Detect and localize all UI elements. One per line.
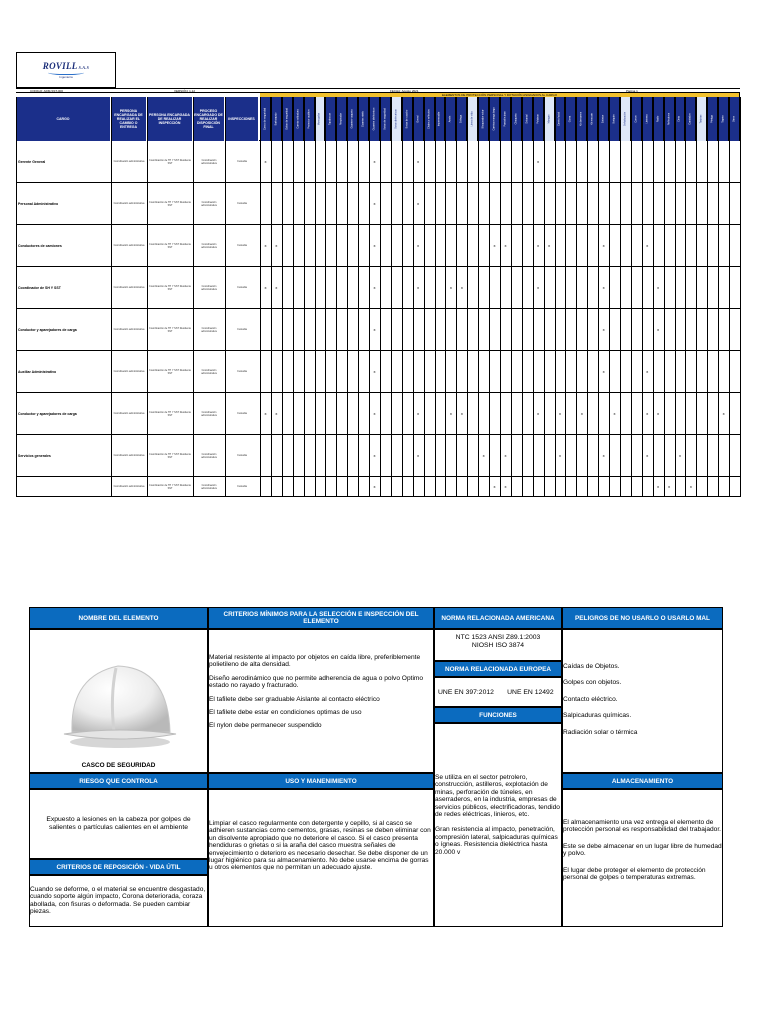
assignment-mark: x xyxy=(646,453,649,458)
grid-line xyxy=(729,97,730,497)
grid-line xyxy=(193,97,194,497)
epp-column-label: Overol xyxy=(416,115,420,123)
assignment-mark: x xyxy=(373,453,376,458)
epp-column-label: Pantalón jean xyxy=(503,111,507,127)
assignment-mark: x xyxy=(493,484,496,489)
grid-line xyxy=(522,97,523,497)
assignment-mark: x xyxy=(559,453,561,458)
epp-column-label: Botas de seguridad xyxy=(383,108,387,130)
epp-column-header xyxy=(347,97,358,141)
epp-column-header xyxy=(424,97,435,141)
assignment-mark: x xyxy=(602,243,605,248)
assignment-mark: x xyxy=(373,159,376,164)
epp-column-header xyxy=(653,97,664,141)
epp-column-label: Extintor xyxy=(601,114,605,124)
grid-line xyxy=(358,97,359,497)
epp-column-label: Guantes nitrilo xyxy=(361,110,365,128)
cell-final-disposal: Coordinación administrativa xyxy=(201,326,217,333)
assignment-mark: x xyxy=(417,285,420,290)
epp-column-label: Candados xyxy=(688,113,692,125)
cell-final-disposal: Coordinación administrativa xyxy=(201,200,217,207)
grid-line xyxy=(435,97,436,497)
epp-column-header xyxy=(467,97,478,141)
replacement-value: Cuando se deforme, o el material se encuentre desgastado, cuando soporte algún impacto, Corona deteriorada, coraza abollada, con fisuras o deformada. Se pueden cambiar piezas. xyxy=(29,875,208,927)
epp-column-label: Arnés xyxy=(448,115,452,123)
grid-line xyxy=(576,97,577,497)
cell-delivery: Coordinación administrativa xyxy=(113,454,145,457)
cell-final-disposal: Coordinación administrativa xyxy=(201,368,217,375)
cell-inspections: Custodia xyxy=(237,485,247,488)
epp-column-header xyxy=(445,97,456,141)
storage-cell xyxy=(562,789,723,927)
cell-delivery: Coordinación administrativa xyxy=(113,202,145,205)
grid-line xyxy=(304,97,305,497)
grid-line xyxy=(609,97,610,497)
epp-column-header xyxy=(587,97,598,141)
assignment-mark: x xyxy=(373,484,376,489)
grid-line xyxy=(347,97,348,497)
epp-column-header xyxy=(282,97,293,141)
epp-column-label: Conos xyxy=(634,115,638,123)
cell-inspections: Custodia xyxy=(237,412,247,415)
grid-line xyxy=(565,97,566,497)
epp-column-header xyxy=(707,97,718,141)
element-image-cell xyxy=(29,629,208,773)
company-logo xyxy=(16,52,116,88)
assignment-mark: x xyxy=(504,453,507,458)
cell-inspections: Custodia xyxy=(237,370,247,373)
assignment-mark: x xyxy=(417,243,420,248)
criteria-cell xyxy=(208,629,434,773)
risk-value: Expuesto a lesiones en la cabeza por golpes de salientes o partículas calientes en el ambiente xyxy=(29,789,208,859)
assignment-mark: x xyxy=(679,453,681,458)
assignment-mark: x xyxy=(373,369,376,374)
epp-column-header xyxy=(478,97,489,141)
header-inspection-person: PERSONA ENCARGADA DE REALIZAR INSPECCIÓN xyxy=(147,97,193,141)
assignment-mark: x xyxy=(537,411,540,416)
cell-inspection-person: Coordinación de TH Y SST Residente SST xyxy=(149,158,191,165)
assignment-mark: x xyxy=(602,285,605,290)
cell-inspection-person: Coordinación de TH Y SST Residente SST xyxy=(149,284,191,291)
cargo-label: Conductor y aparejadores de carga xyxy=(18,327,77,332)
grid-line xyxy=(653,97,654,497)
usage-value: Limpiar el casco regularmente con detergente y cepillo, si al casco se adhieren sustancias como cementos, grasas, resinas se deben eliminar con un disolvente apropiado que no deteriore el casco. Si el casco presenta hendiduras o grietas o si la araña del casco muestra señales de envejecimiento o deterioro es necesario desechar. Se debe disponer de un lugar higiénico para su almacenamiento. No debe usarse encima de gorras u otros elementos que no permitan un adecuado ajuste. xyxy=(208,789,434,927)
epp-column-label: Monogafas xyxy=(317,112,321,126)
grid-line xyxy=(147,97,148,497)
epp-column-header xyxy=(555,97,566,141)
assignment-mark: x xyxy=(646,369,649,374)
cell-final-disposal: Coordinación administrativa xyxy=(201,483,217,490)
epp-column-header xyxy=(489,97,500,141)
assignment-mark: x xyxy=(373,243,376,248)
cell-inspections: Custodia xyxy=(237,202,247,205)
criteria-item: El nylon debe permanecer suspendido xyxy=(209,722,322,730)
grid-line xyxy=(533,97,534,497)
epp-column-header xyxy=(544,97,555,141)
cell-final-disposal: Coordinación administrativa xyxy=(201,410,217,417)
assignment-mark: x xyxy=(449,285,452,290)
danger-item: Radiación solar o térmica xyxy=(563,728,638,736)
section-title-bar: ELEMENTOS DE PROTECCIÓN PERSONAL Y DOTACIÓN ASIGNADOS AL CARGO xyxy=(260,93,740,97)
assignment-mark: x xyxy=(264,411,267,416)
grid-line xyxy=(380,97,381,497)
epp-column-label: Camisa manga larga xyxy=(492,107,496,131)
function-item: Gran resistencia al impacto, penetración, compresión lateral, salpicaduras químicas o ígneas. Resistencia dieléctrica hasta 20.000 v xyxy=(435,826,558,856)
assignment-mark: x xyxy=(460,411,463,416)
grid-line xyxy=(718,97,719,497)
grid-line xyxy=(587,97,588,497)
storage-item: El almacenamiento una vez entrega el elemento de protección personal es responsabilidad del trabajador. xyxy=(563,819,721,834)
grid-line xyxy=(555,97,556,497)
assignment-mark: x xyxy=(504,243,507,248)
epp-column-header xyxy=(271,97,282,141)
epp-column-header xyxy=(642,97,653,141)
epp-column-label: Cinta xyxy=(677,116,681,122)
grid-line xyxy=(620,97,621,497)
grid-line xyxy=(413,97,414,497)
epp-column-header xyxy=(631,97,642,141)
header-delivery: PERSONA ENCARGADA DE REALIZAR EL CAMBIO O ENTREGA xyxy=(111,97,147,141)
document-version: VERSIÓN: 1.12 xyxy=(174,89,196,93)
epp-column-label: Eslinga xyxy=(459,114,463,124)
storage-item: Este se debe almacenar en un lugar libre de humedad y polvo. xyxy=(563,842,722,858)
grid-line xyxy=(544,97,545,497)
grid-line xyxy=(336,97,337,497)
grid-line xyxy=(293,97,294,497)
epp-column-label: Otros xyxy=(732,115,736,123)
assignment-mark: x xyxy=(559,411,561,416)
epp-column-header xyxy=(293,97,304,141)
assignment-mark: x xyxy=(275,411,278,416)
cell-inspections: Custodia xyxy=(237,286,247,289)
epp-column-header xyxy=(620,97,631,141)
grid-line xyxy=(271,97,272,497)
epp-column-label: Respirador xyxy=(339,112,343,126)
grid-line xyxy=(456,97,457,497)
cell-delivery: Coordinación administrativa xyxy=(113,370,145,373)
safety-helmet-icon xyxy=(60,646,180,756)
cell-final-disposal: Coordinación administrativa xyxy=(201,452,217,459)
cell-delivery: Coordinación administrativa xyxy=(113,328,145,331)
assignment-mark: x xyxy=(537,285,540,290)
danger-item: Caídas de Objetos. xyxy=(563,663,620,670)
header-cargo: CARGO xyxy=(16,97,111,141)
cell-inspection-person: Coordinación de TH Y SST Residente SST xyxy=(149,326,191,333)
norm-american-value: NTC 1523 ANSI Z89.1:2003 NIOSH ISO 3874 xyxy=(434,629,562,661)
cargo-label: Conductores de camiones xyxy=(18,243,62,248)
cell-inspections: Custodia xyxy=(237,160,247,163)
assignment-mark: x xyxy=(537,243,540,248)
grid-line xyxy=(675,97,676,497)
grid-line xyxy=(325,97,326,497)
assignment-mark: x xyxy=(548,243,551,248)
assignment-mark: x xyxy=(373,327,376,332)
dangers-cell xyxy=(562,629,723,773)
cell-delivery: Coordinación administrativa xyxy=(113,286,145,289)
grid-line xyxy=(260,97,261,497)
epp-column-header xyxy=(675,97,686,141)
epp-column-label: Botas dieléctricas xyxy=(394,109,398,129)
epp-column-label: Chaleco reflectivo xyxy=(427,109,431,129)
cell-delivery: Coordinación administrativa xyxy=(113,485,145,488)
assignment-mark: x xyxy=(493,243,496,248)
epp-column-label: Guantes vaqueta xyxy=(350,109,354,129)
assignment-mark: x xyxy=(602,327,605,332)
criteria-item: El tafilete debe ser graduable Aislante al contacto eléctrico xyxy=(209,695,380,703)
epp-column-header xyxy=(413,97,424,141)
grid-line xyxy=(500,97,501,497)
criteria-item: Material resistente al impacto por objetos en caída libre, preferiblemente polietileno de alta densidad. xyxy=(209,654,421,669)
assignment-mark: x xyxy=(373,285,376,290)
cell-delivery: Coordinación administrativa xyxy=(113,244,145,247)
assignment-mark: x xyxy=(417,453,420,458)
assignment-mark: x xyxy=(602,453,605,458)
epp-column-header xyxy=(325,97,336,141)
epp-column-header xyxy=(402,97,413,141)
logo-wordmark: ROVILLS.A.S xyxy=(42,61,90,71)
epp-column-label: Tarjetas xyxy=(699,114,703,124)
epp-column-label: Protector auditivo xyxy=(307,109,311,129)
epp-column-header xyxy=(609,97,620,141)
epp-column-label: Mangas xyxy=(547,114,551,124)
grid-line xyxy=(740,97,741,497)
document-date: FECHA: Agosto 2021 xyxy=(390,89,419,93)
assignment-mark: x xyxy=(657,484,660,489)
epp-column-header xyxy=(696,97,707,141)
header-inspections: INSPECCIONES xyxy=(225,97,259,141)
danger-item: Contacto eléctrico. xyxy=(563,695,618,703)
epp-column-label: Casco de seguridad xyxy=(263,107,267,131)
header-element-name: NOMBRE DEL ELEMENTO xyxy=(29,607,208,629)
grid-line xyxy=(467,97,468,497)
epp-column-label: Kit derrames xyxy=(579,111,583,127)
epp-column-label: Barbuquejo xyxy=(274,112,278,126)
epp-column-label: Impermeable xyxy=(437,111,441,127)
epp-column-header xyxy=(565,97,576,141)
cell-inspections: Custodia xyxy=(237,244,247,247)
epp-column-label: Gafas de seguridad xyxy=(285,108,289,130)
epp-column-header xyxy=(500,97,511,141)
grid-line xyxy=(315,97,316,497)
assignment-mark: x xyxy=(689,484,692,489)
epp-column-label: Radio xyxy=(656,115,660,123)
epp-column-header xyxy=(380,97,391,141)
epp-column-header xyxy=(533,97,544,141)
assignment-mark: x xyxy=(722,411,725,416)
assignment-mark: x xyxy=(417,411,420,416)
grid-line xyxy=(282,97,283,497)
epp-column-label: Reflectivos xyxy=(667,112,671,126)
page-number: Página 1 xyxy=(626,89,638,93)
assignment-mark: x xyxy=(460,285,463,290)
epp-column-header xyxy=(358,97,369,141)
epp-column-header xyxy=(391,97,402,141)
assignment-mark: x xyxy=(264,243,267,248)
assignment-mark: x xyxy=(668,484,671,489)
header-norm-european: NORMA RELACIONADA EUROPEA xyxy=(434,661,562,677)
epp-column-label: Tapete xyxy=(721,115,725,123)
grid-line xyxy=(16,97,17,497)
cargo-label: Servicios generales xyxy=(18,453,51,458)
assignment-mark: x xyxy=(580,411,583,416)
danger-item: Golpes con objetos. xyxy=(563,679,622,687)
grid-line xyxy=(664,97,665,497)
header-norm-american: NORMA RELACIONADA AMERICANA xyxy=(434,607,562,629)
epp-column-header xyxy=(598,97,609,141)
functions-cell xyxy=(434,723,562,927)
assignment-mark: x xyxy=(264,159,267,164)
cell-inspection-person: Coordinación de TH Y SST Residente SST xyxy=(149,368,191,375)
cargo-label: Personal Administrativo xyxy=(18,201,59,206)
header-storage: ALMACENAMIENTO xyxy=(562,773,723,789)
epp-column-header xyxy=(729,97,740,141)
epp-column-header xyxy=(456,97,467,141)
element-name: CASCO DE SEGURIDAD xyxy=(81,762,156,769)
danger-item: Salpicaduras químicas. xyxy=(563,712,632,720)
grid-line xyxy=(489,97,490,497)
epp-column-label: Delantal xyxy=(525,114,529,124)
cell-inspection-person: Coordinación de TH Y SST Residente SST xyxy=(149,200,191,207)
cell-delivery: Coordinación administrativa xyxy=(113,160,145,163)
assignment-mark: x xyxy=(417,159,420,164)
cell-inspection-person: Coordinación de TH Y SST Residente SST xyxy=(149,483,191,490)
cargo-label xyxy=(18,477,110,496)
grid-line xyxy=(685,97,686,497)
assignment-mark: x xyxy=(657,285,660,290)
cargo-label: Gerente General xyxy=(18,159,46,164)
cell-inspections: Custodia xyxy=(237,454,247,457)
epp-column-label: Gorra xyxy=(568,115,572,123)
epp-column-label: Careta facial xyxy=(557,111,561,127)
cell-inspections: Custodia xyxy=(237,328,247,331)
storage-item: El lugar debe proteger el elemento de protección personal de golpes o temperaturas extremas. xyxy=(563,866,706,882)
header-replacement: CRITERIOS DE REPOSICIÓN - VIDA ÚTIL xyxy=(29,859,208,875)
assignment-mark: x xyxy=(646,411,649,416)
assignment-mark: x xyxy=(275,285,278,290)
grid-line xyxy=(111,97,112,497)
header-usage: USO Y MANENIMIENTO xyxy=(208,773,434,789)
assignment-mark: x xyxy=(657,327,660,332)
grid-line xyxy=(424,97,425,497)
logo-subtitle: Ingeniería xyxy=(59,75,73,79)
epp-column-label: Guantes dieléctricos xyxy=(372,107,376,131)
assignment-mark: x xyxy=(417,201,420,206)
epp-column-label: Kit rescate xyxy=(590,113,594,125)
grid-line xyxy=(391,97,392,497)
epp-column-header xyxy=(685,97,696,141)
cargo-label: Conductor y aparejadores de carga xyxy=(18,411,77,416)
epp-column-label: Pértiga xyxy=(710,115,714,123)
epp-column-label: Bloqueador solar xyxy=(481,109,485,129)
epp-column-header xyxy=(260,97,271,141)
grid-line xyxy=(511,97,512,497)
epp-column-header xyxy=(576,97,587,141)
epp-column-header xyxy=(435,97,446,141)
epp-column-label: Polainas xyxy=(536,114,540,124)
epp-column-header xyxy=(304,97,315,141)
norm-european-value: UNE EN 397:2012 UNE EN 12492 xyxy=(434,677,562,707)
assignment-mark: x xyxy=(646,243,649,248)
assignment-mark: x xyxy=(482,453,485,458)
grid-line xyxy=(696,97,697,497)
assignment-mark: x xyxy=(602,369,605,374)
epp-column-header xyxy=(718,97,729,141)
grid-line xyxy=(707,97,708,497)
assignment-mark: x xyxy=(373,411,376,416)
epp-column-label: Careta soldadura xyxy=(296,109,300,129)
epp-column-header xyxy=(511,97,522,141)
epp-column-label: Botas de caucho xyxy=(405,109,409,129)
header-functions: FUNCIONES xyxy=(434,707,562,723)
assignment-mark: x xyxy=(657,411,660,416)
epp-column-header xyxy=(664,97,675,141)
function-item: Se utiliza en el sector petrolero, construcción, astilleros, explotación de minas, perforación de túneles, en aserraderos, en la industria, empresas de servicios públicos, electrificadoras, tendido de redes eléctricas, linieros, etc. xyxy=(435,774,560,819)
header-dangers: PELIGROS DE NO USARLO O USARLO MAL xyxy=(562,607,723,629)
epp-column-header xyxy=(315,97,326,141)
grid-line xyxy=(598,97,599,497)
epp-column-header xyxy=(369,97,380,141)
cell-delivery: Coordinación administrativa xyxy=(113,412,145,415)
epp-column-label: Botiquín xyxy=(612,114,616,124)
grid-line xyxy=(642,97,643,497)
cell-inspection-person: Coordinación de TH Y SST Residente SST xyxy=(149,242,191,249)
grid-line xyxy=(445,97,446,497)
epp-sheet xyxy=(29,607,723,927)
cell-final-disposal: Coordinación administrativa xyxy=(201,158,217,165)
epp-column-label: Línea de vida xyxy=(470,111,474,127)
assignment-mark: x xyxy=(264,285,267,290)
document-code: CODIGO: ADM-SST-000 xyxy=(30,89,64,93)
grid-line xyxy=(631,97,632,497)
assignment-mark: x xyxy=(504,484,507,489)
grid-line xyxy=(225,97,226,497)
assignment-mark: x xyxy=(373,201,376,206)
epp-column-header xyxy=(522,97,533,141)
header-criteria: CRITERIOS MÍNIMOS PARA LA SELECCIÓN E INSPECCIÓN DEL ELEMENTO xyxy=(208,607,434,629)
epp-column-label: Tapabocas xyxy=(328,112,332,126)
epp-column-label: Linterna xyxy=(645,114,649,124)
grid-line xyxy=(402,97,403,497)
epp-column-label: Señalización xyxy=(623,111,627,127)
cargo-label: Auxiliar Administrativo xyxy=(18,369,57,374)
epp-column-label: Chaqueta xyxy=(514,113,518,125)
grid-line xyxy=(369,97,370,497)
cell-inspection-person: Coordinación de TH Y SST Residente SST xyxy=(149,410,191,417)
assignment-mark: x xyxy=(537,159,540,164)
cell-final-disposal: Coordinación administrativa xyxy=(201,284,217,291)
assignment-mark: x xyxy=(275,243,278,248)
header-risk: RIESGO QUE CONTROLA xyxy=(29,773,208,789)
criteria-item: Diseño aerodinámico que no permite adherencia de agua o polvo Optimo estado no rayado y fracturado. xyxy=(209,674,424,690)
assignment-mark: x xyxy=(613,411,616,416)
grid-line xyxy=(478,97,479,497)
cell-final-disposal: Coordinación administrativa xyxy=(201,242,217,249)
cargo-label: Coordinador de SH Y SST xyxy=(18,285,61,290)
cell-inspection-person: Coordinación de TH Y SST Residente SST xyxy=(149,452,191,459)
criteria-item: El tafilete debe estar en condiciones optimas de uso xyxy=(209,709,362,717)
header-final-disposal: PROCESO ENCARGADO DE REALIZAR DISPOSICIÓN FINAL xyxy=(193,97,225,141)
epp-column-header xyxy=(336,97,347,141)
assignment-mark: x xyxy=(449,411,452,416)
